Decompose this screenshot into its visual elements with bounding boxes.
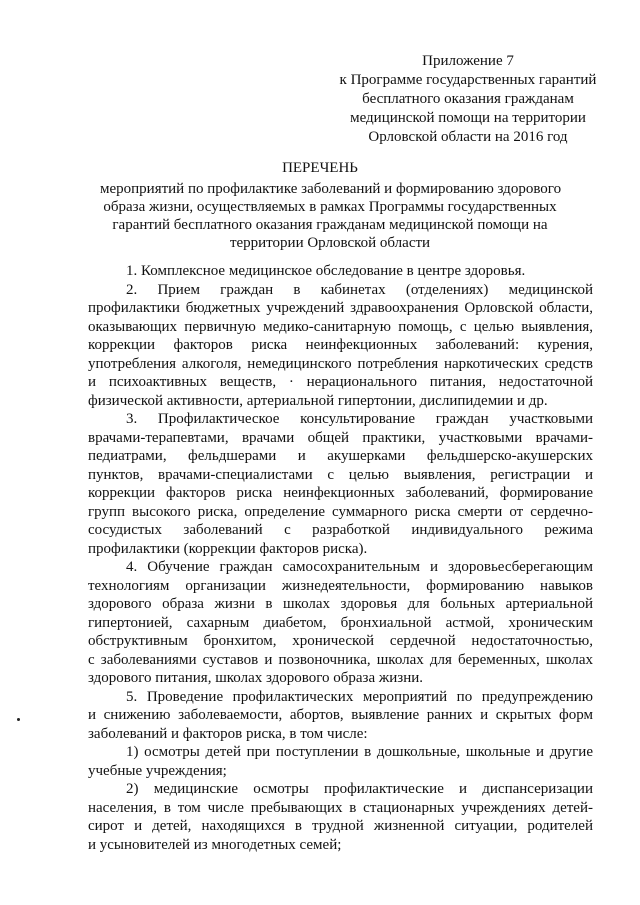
paragraph-line: с заболеваниями суставов и позвоночника, школах для беременных, школах xyxy=(88,651,593,668)
paragraph-line: здорового питания, школах здорового образа жизни. xyxy=(88,670,424,686)
appendix-line: Орловской области на 2016 год xyxy=(368,129,568,145)
paragraph-line: 5. Проведение профилактических мероприятий по предупреждению xyxy=(126,688,593,705)
paragraph-line: оказывающих первичную медико-санитарную помощь, с целью выявления, xyxy=(88,318,593,335)
paragraph-line: технологиям организации жизнедеятельности, формированию навыков xyxy=(88,577,593,594)
paragraph-line: сирот и детей, находящихся в трудной жизненной ситуации, родителей xyxy=(88,818,593,834)
paragraph-line: профилактики (коррекции факторов риска). xyxy=(88,540,368,557)
paragraph xyxy=(88,558,593,688)
paragraph-line: гипертонией, сахарным диабетом, бронхиальной астмой, хроническим xyxy=(88,614,593,631)
paragraph-line: учебные учреждения; xyxy=(88,762,227,779)
paragraph-line: и снижению заболеваемости, абортов, выявление ранних и скрытых форм xyxy=(88,707,593,723)
appendix-line: к Программе государственных гарантий xyxy=(339,72,597,88)
paragraph-line: коррекции факторов риска неинфекционных заболеваний: курения, xyxy=(88,337,593,353)
paragraph xyxy=(88,688,593,744)
paragraph-line: профилактики бюджетных учреждений здравоохранения Орловской области, xyxy=(88,300,593,316)
appendix-line: медицинской помощи на территории xyxy=(350,110,586,126)
paragraph-line: населения, в том числе пребывающих в стационарных учреждениях детей- xyxy=(88,799,593,816)
paragraph-line: и психоактивных веществ, · нерационального питания, недостаточной xyxy=(88,374,593,390)
paragraph-line: обструктивным бронхитом, хронической сердечной недостаточностью, xyxy=(88,633,593,649)
document-body xyxy=(88,262,593,854)
document-subtitle xyxy=(100,180,560,252)
paragraph-line: 2) медицинские осмотры профилактические и диспансеризации xyxy=(126,781,593,797)
paragraph-line: 1. Комплексное медицинское обследование в центре здоровья. xyxy=(126,263,526,279)
subtitle-line: мероприятий по профилактике заболеваний и формированию здорового xyxy=(100,181,562,197)
paragraph xyxy=(88,410,593,558)
paragraph-line: 3. Профилактическое консультирование граждан участковыми xyxy=(126,411,593,427)
paragraph-line: и усыновителей из многодетных семей; xyxy=(88,836,342,853)
paragraph xyxy=(88,743,593,780)
paragraph-line: здорового образа жизни в школах здоровья для больных артериальной xyxy=(88,596,593,612)
paragraph-line: 4. Обучение граждан самосохранительным и здоровьесберегающим xyxy=(126,559,593,575)
paragraph-line: употребления алкоголя, немедицинского потребления наркотических средств xyxy=(88,355,593,372)
paragraph-line: коррекции факторов риска неинфекционных заболеваний, формирование xyxy=(88,485,593,501)
appendix-header xyxy=(318,52,618,147)
paragraph xyxy=(88,262,593,281)
paragraph-line: физической активности, артериальной гипертонии, дислипидемии и др. xyxy=(88,392,548,409)
paragraph-line: пунктов, врачами-специалистами с целью выявления, регистрации и xyxy=(88,466,593,483)
paragraph-line: заболеваний и факторов риска, в том числе: xyxy=(88,725,368,742)
scan-dot xyxy=(17,718,20,721)
paragraph-line: 2. Прием граждан в кабинетах (отделениях) медицинской xyxy=(126,281,593,298)
subtitle-line: гарантий бесплатного оказания гражданам медицинской помощи на xyxy=(112,217,548,233)
paragraph xyxy=(88,780,593,854)
appendix-line: бесплатного оказания гражданам xyxy=(362,91,574,107)
paragraph-line: сосудистых заболеваний с разработкой индивидуального режима xyxy=(88,522,593,538)
paragraph-line: 1) осмотры детей при поступлении в дошкольные, школьные и другие xyxy=(126,744,593,760)
paragraph-line: врачами-терапевтами, врачами общей практики, участковыми врачами- xyxy=(88,429,593,446)
subtitle-line: образа жизни, осуществляемых в рамках Программы государственных xyxy=(103,199,557,215)
paragraph xyxy=(88,281,593,411)
appendix-line: Приложение 7 xyxy=(422,53,514,69)
document-title: ПЕРЕЧЕНЬ xyxy=(282,160,358,176)
subtitle-line: территории Орловской области xyxy=(229,235,431,251)
paragraph-line: групп высокого риска, определение суммарного риска смерти от сердечно- xyxy=(88,503,593,520)
paragraph-line: педиатрами, фельдшерами и акушерками фельдшерско-акушерских xyxy=(88,448,593,464)
